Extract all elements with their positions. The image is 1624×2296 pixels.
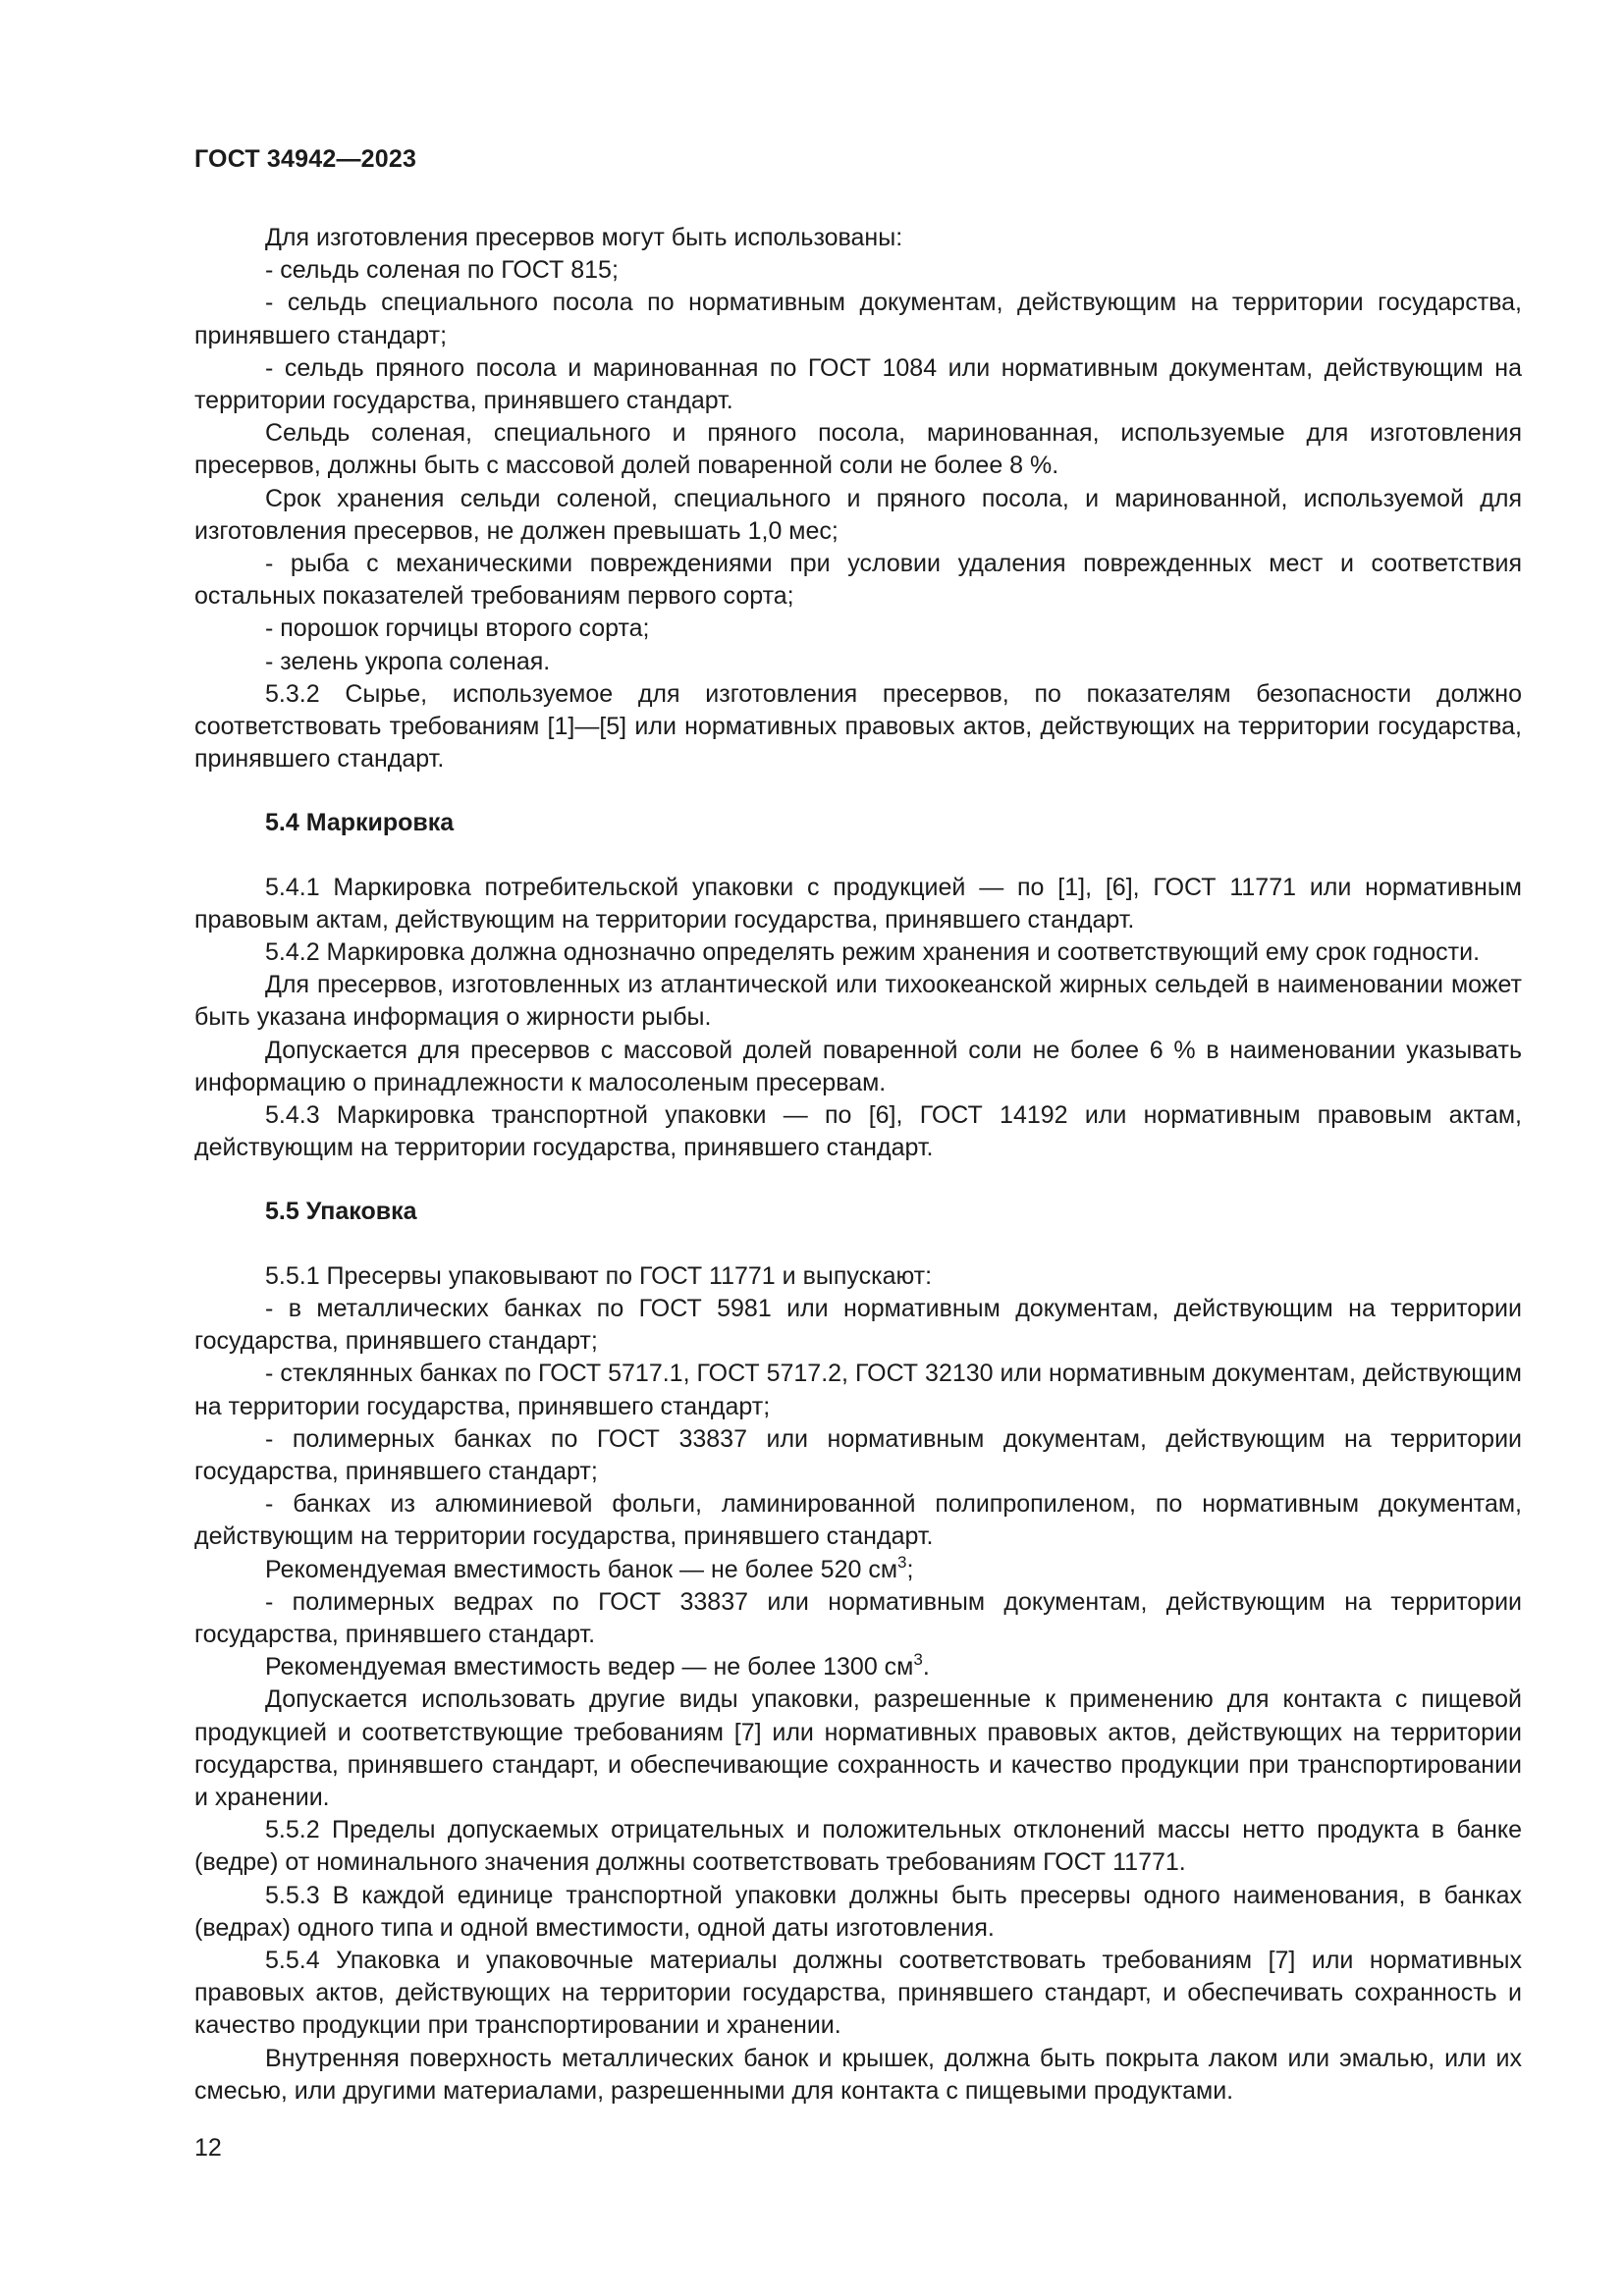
list-item: - сельдь соленая по ГОСТ 815; (265, 256, 619, 285)
paragraph: Внутренняя поверхность металлических банок и крышек, должна быть покрыта лаком или эмалью, или их смесью, или другими материалами, разрешенными для контакта с пищевыми продуктами. (194, 2044, 1522, 2105)
paragraph-can-capacity (194, 1554, 1522, 1586)
superscript-unit: 3 (897, 1552, 907, 1572)
list-item: - порошок горчицы второго сорта; (265, 614, 650, 643)
page-number: 12 (194, 2134, 222, 2162)
clause-5-4-1: 5.4.1 Маркировка потребительской упаковки с продукцией — по [1], [6], ГОСТ 11771 или нормативным правовым актам, действующим на территории государства, принявшего стандарт. (194, 873, 1522, 934)
section-heading-5-4: 5.4 Маркировка (265, 809, 455, 837)
paragraph: Сельдь соленая, специального и пряного посола, маринованная, используемые для изготовления пресервов, должны быть с массовой долей поваренной соли не более 8 %. (194, 419, 1522, 480)
punctuation: . (922, 1653, 930, 1682)
section-heading-5-5: 5.5 Упаковка (265, 1198, 417, 1226)
superscript-unit: 3 (913, 1649, 923, 1669)
list-item: - полимерных банках по ГОСТ 33837 или нормативным документам, действующим на территории государства, принявшего стандарт; (194, 1424, 1522, 1485)
paragraph: Допускается использовать другие виды упаковки, разрешенные к применению для контакта с пищевой продукцией и соответствующие требованиям [7] или нормативных правовых актов, действующих на территории государства, принявшего стандарт, и обеспечивающие сохранность и качество продукции при транспортировании и хранении. (194, 1685, 1522, 1811)
bucket-capacity-text: Рекомендуемая вместимость ведер — не более 1300 см (265, 1653, 914, 1682)
can-capacity-text: Рекомендуемая вместимость банок — не более 520 см (265, 1555, 898, 1583)
list-item: - зелень укропа соленая. (265, 647, 551, 675)
clause-5-5-4: 5.5.4 Упаковка и упаковочные материалы должны соответствовать требованиям [7] или нормативных правовых актов, действующих на территории государства, принявшего стандарт, и обеспечивать сохранность и качество продукции при транспортировании и хранении. (194, 1946, 1522, 2040)
paragraph-bucket-capacity (194, 1651, 1522, 1683)
list-item: - полимерных ведрах по ГОСТ 33837 или нормативным документам, действующим на территории государства, принявшего стандарт. (194, 1587, 1522, 1648)
paragraph: Для пресервов, изготовленных из атлантической или тихоокеанской жирных сельдей в наименовании может быть указана информация о жирности рыбы. (194, 971, 1522, 1032)
clause-5-5-3: 5.5.3 В каждой единице транспортной упаковки должны быть пресервы одного наименования, в банках (ведрах) одного типа и одной вместимости, одной даты изготовления. (194, 1881, 1522, 1942)
list-item: - рыба с механическими повреждениями при условии удаления поврежденных мест и соответствия остальных показателей требованиям первого сорта; (194, 550, 1522, 611)
list-item: - сельдь пряного посола и маринованная по ГОСТ 1084 или нормативным документам, действующим на территории государства, принявшего стандарт. (194, 353, 1522, 415)
list-item: - стеклянных банках по ГОСТ 5717.1, ГОСТ 5717.2, ГОСТ 32130 или нормативным документам, действующим на территории государства, принявшего стандарт; (194, 1360, 1522, 1420)
clause-5-4-3: 5.4.3 Маркировка транспортной упаковки — по [6], ГОСТ 14192 или нормативным правовым актам, действующим на территории государства, принявшего стандарт. (194, 1101, 1522, 1162)
paragraph: Срок хранения сельди соленой, специального и пряного посола, и маринованной, используемой для изготовления пресервов, не должен превышать 1,0 мес; (194, 484, 1522, 545)
list-item: - банках из алюминиевой фольги, ламинированной полипропиленом, по нормативным документам, действующим на территории государства, принявшего стандарт. (194, 1490, 1522, 1551)
page-header-standard-id: ГОСТ 34942—2023 (194, 145, 417, 173)
list-item: - в металлических банках по ГОСТ 5981 или нормативным документам, действующим на территории государства, принявшего стандарт; (194, 1294, 1522, 1356)
paragraph: Допускается для пресервов с массовой долей поваренной соли не более 6 % в наименовании указывать информацию о принадлежности к малосоленым пресервам. (194, 1036, 1522, 1096)
paragraph: Для изготовления пресервов могут быть использованы: (265, 224, 903, 251)
punctuation: ; (906, 1555, 914, 1583)
page-content (194, 222, 1522, 2108)
clause-5-5-2: 5.5.2 Пределы допускаемых отрицательных и положительных отклонений массы нетто продукта в банке (ведре) от номинального значения должны соответствовать требованиям ГОСТ 11771. (194, 1816, 1522, 1877)
list-item: - сельдь специального посола по нормативным документам, действующим на территории государства, принявшего стандарт; (194, 289, 1522, 349)
clause-5-3-2: 5.3.2 Сырье, используемое для изготовления пресервов, по показателям безопасности должно соответствовать требованиям [1]—[5] или нормативных правовых актов, действующих на территории государства, принявшего стандарт. (194, 679, 1522, 774)
clause-5-5-1: 5.5.1 Пресервы упаковывают по ГОСТ 11771 и выпускают: (265, 1261, 933, 1290)
clause-5-4-2: 5.4.2 Маркировка должна однозначно определять режим хранения и соответствующий ему срок годности. (265, 938, 1481, 967)
